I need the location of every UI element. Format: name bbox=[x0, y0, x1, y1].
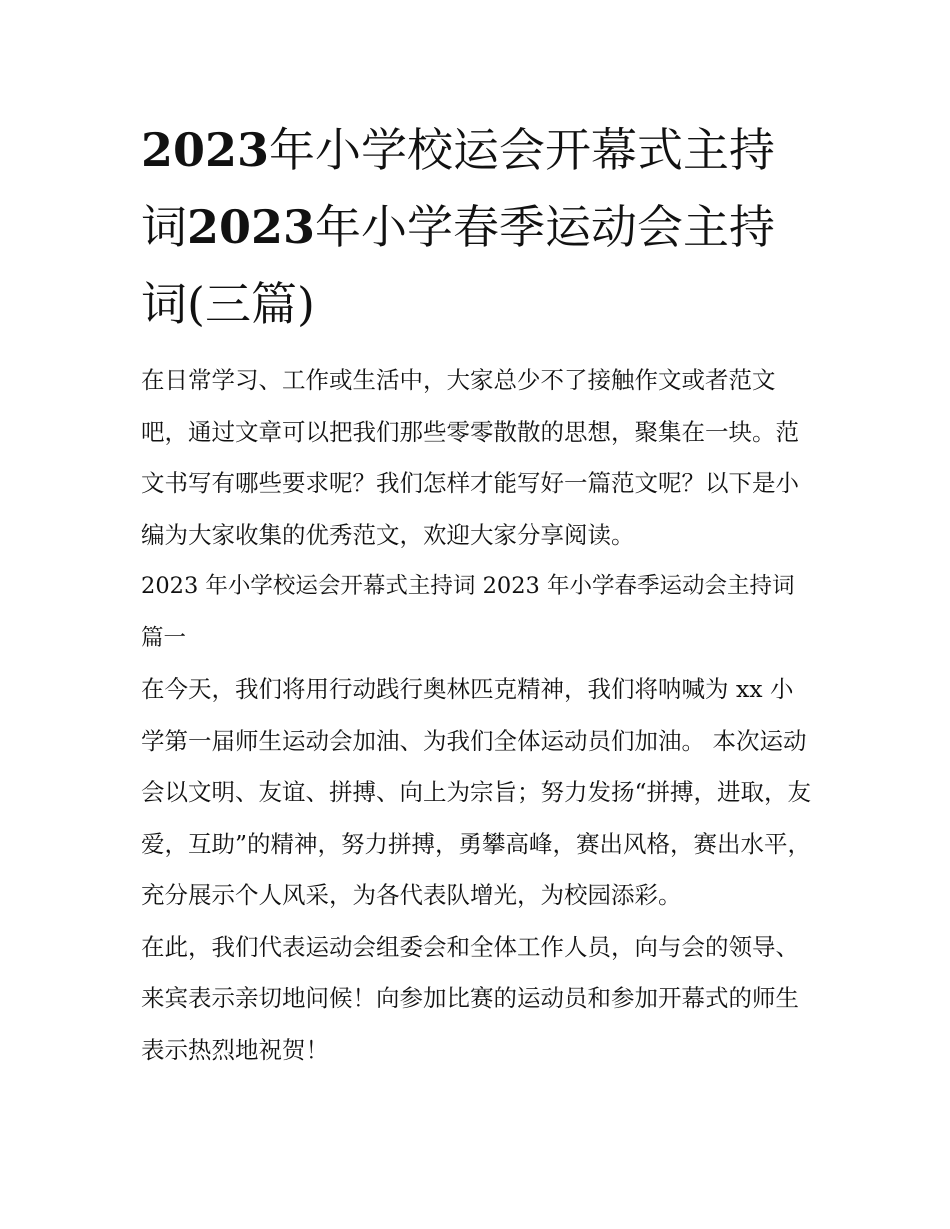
title-year-1: 2023 bbox=[141, 123, 270, 177]
document-title bbox=[141, 112, 813, 343]
section-heading: 2023 年小学校运会开幕式主持词 2023 年小学春季运动会主持词篇一 bbox=[141, 573, 795, 651]
title-text-1: 年小学校运会开幕式主持词 bbox=[141, 123, 776, 254]
document-content bbox=[141, 112, 813, 1076]
title-year-2: 2023 bbox=[187, 200, 316, 254]
body-paragraph-1: 在今天，我们将用行动践行奥林匹克精神，我们将呐喊为 xx 小学第一届师生运动会加油、为我们全体运动员们加油。 本次运动会以文明、友谊、拼搏、向上为宗旨；努力发扬“拼搏，进取，友爱，互助”的精神，努力拼搏，勇攀高峰，赛出风格，赛出水平，充分展示个人风采，为各代表队增光，为校园添彩。 bbox=[141, 675, 812, 909]
intro-paragraph: 在日常学习、工作或生活中，大家总少不了接触作文或者范文吧，通过文章可以把我们那些零零散散的思想，聚集在一块。范文书写有哪些要求呢？我们怎样才能写好一篇范文呢？以下是小编为大家收集的优秀范文，欢迎大家分享阅读。 bbox=[141, 366, 799, 549]
title-text-2: 年小学春季运动会主持词(三篇) bbox=[141, 200, 776, 331]
body-paragraph-2: 在此，我们代表运动会组委会和全体工作人员，向与会的领导、来宾表示亲切地问候！向参加比赛的运动员和参加开幕式的师生表示热烈地祝贺！ bbox=[141, 932, 799, 1064]
